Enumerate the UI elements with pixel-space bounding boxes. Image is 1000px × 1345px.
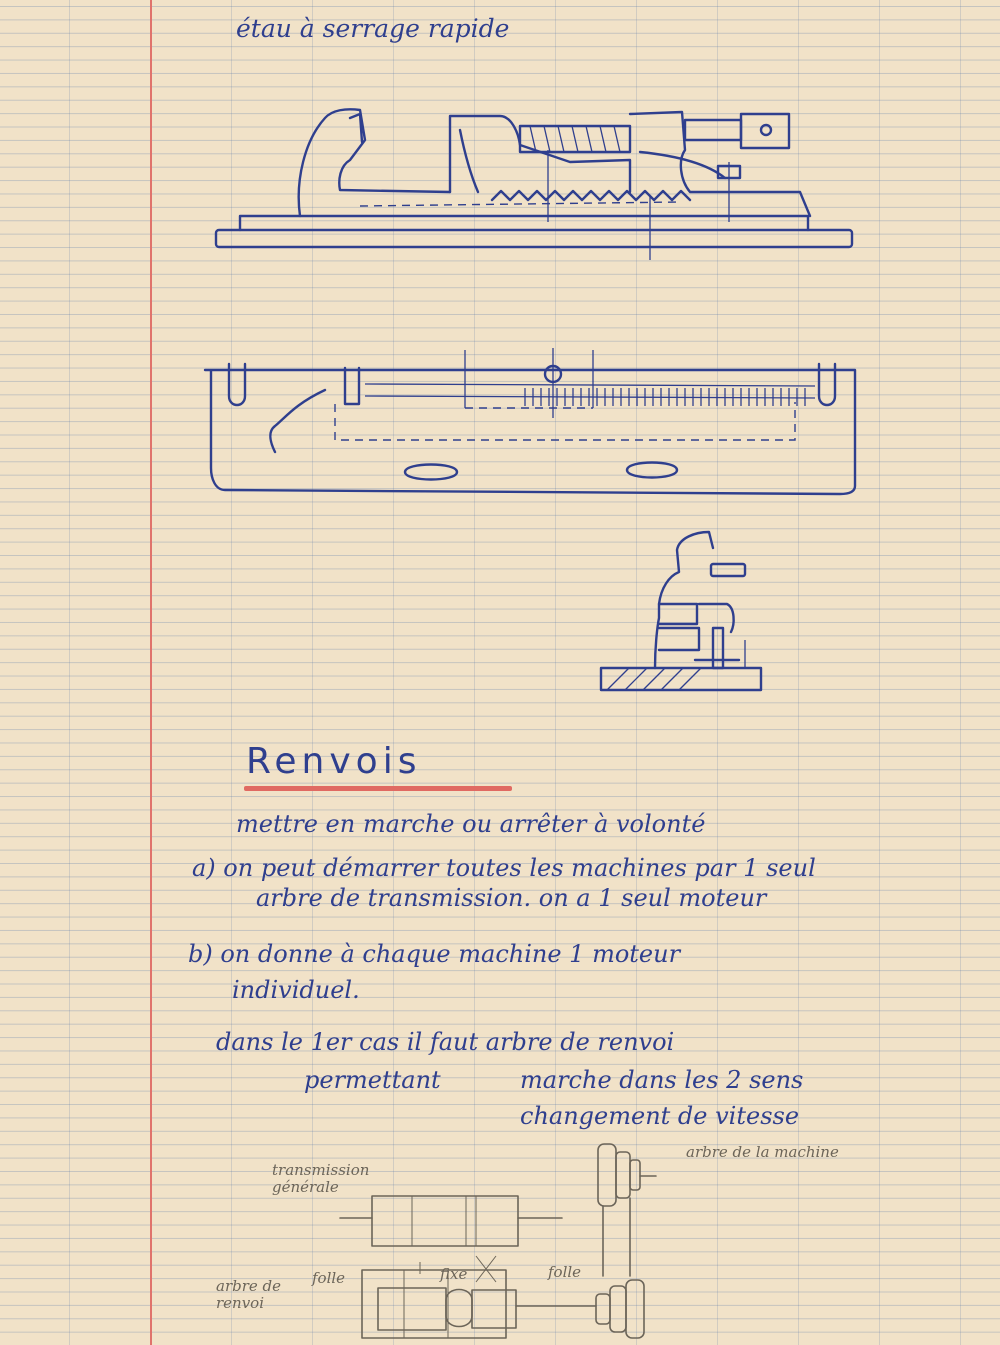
note-line-3: arbre de transmission. on a 1 seul moteur <box>256 884 767 912</box>
label-loose-right: folle <box>548 1263 582 1281</box>
note-line-5: individuel. <box>232 976 360 1004</box>
note-line-2: a) on peut démarrer toutes les machines par 1 seul <box>192 854 816 882</box>
margin-line <box>150 0 152 1345</box>
vise-section-sketch <box>595 528 770 693</box>
note-line-7: permettant <box>304 1066 441 1094</box>
label-loose-left: folle <box>312 1269 346 1287</box>
vise-top-view-sketch <box>195 348 865 503</box>
section-title: Renvois <box>246 741 422 782</box>
page-heading: étau à serrage rapide <box>236 14 510 43</box>
label-general-transmission: transmission générale <box>272 1161 370 1196</box>
vise-side-view-sketch <box>210 100 860 270</box>
label-fixed: fixe <box>440 1265 468 1283</box>
note-line-9: changement de vitesse <box>520 1102 800 1130</box>
title-underline <box>244 786 512 791</box>
note-line-1: mettre en marche ou arrêter à volonté <box>236 810 706 838</box>
note-line-6: dans le 1er cas il faut arbre de renvoi <box>216 1028 675 1056</box>
note-line-8: marche dans les 2 sens <box>520 1066 804 1094</box>
label-countershaft: arbre de renvoi <box>216 1277 282 1312</box>
label-machine-shaft: arbre de la machine <box>686 1143 839 1161</box>
note-line-4: b) on donne à chaque machine 1 moteur <box>188 940 681 968</box>
